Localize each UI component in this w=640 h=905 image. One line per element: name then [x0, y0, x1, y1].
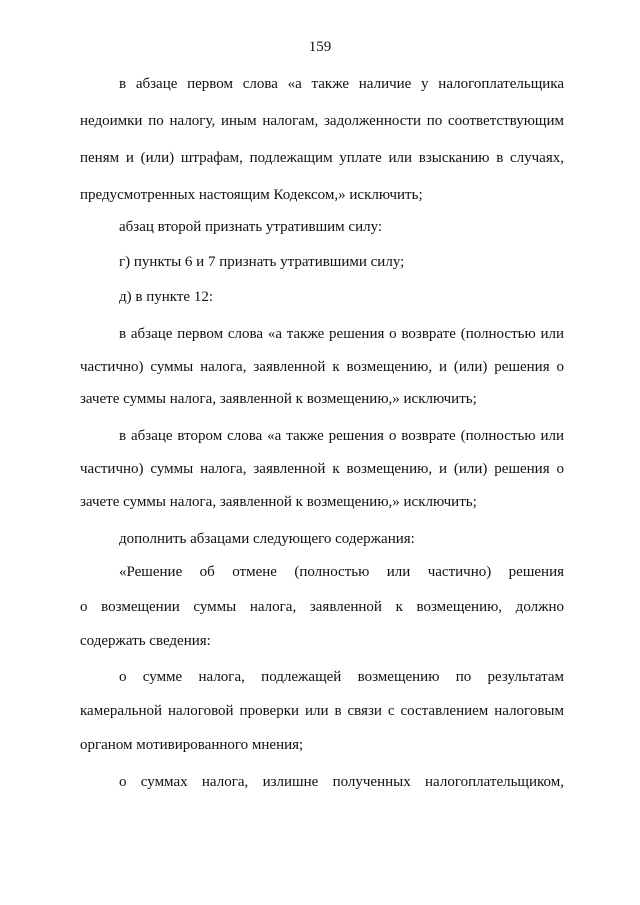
- text-line: в абзаце первом слова «а также наличие у налогоплательщика: [119, 76, 564, 92]
- text-line: предусмотренных настоящим Кодексом,» исключить;: [80, 187, 423, 203]
- text-line: частично) суммы налога, заявленной к возмещению, и (или) решения о: [80, 359, 564, 375]
- text-line: органом мотивированного мнения;: [80, 737, 304, 753]
- text-line: недоимки по налогу, иным налогам, задолженности по соответствующим: [80, 113, 564, 129]
- text-line: содержать сведения:: [80, 633, 211, 649]
- text-line: о возмещении суммы налога, заявленной к возмещению, должно: [80, 599, 564, 615]
- text-line: зачете суммы налога, заявленной к возмещению,» исключить;: [80, 494, 477, 510]
- text-line: зачете суммы налога, заявленной к возмещению,» исключить;: [80, 391, 477, 407]
- text-line: о суммах налога, излишне полученных налогоплательщиком,: [119, 774, 564, 790]
- text-line: дополнить абзацами следующего содержания:: [119, 531, 415, 547]
- text-line: частично) суммы налога, заявленной к возмещению, и (или) решения о: [80, 461, 564, 477]
- text-line: «Решение об отмене (полностью или частично) решения: [119, 564, 564, 580]
- text-line: д) в пункте 12:: [119, 289, 213, 305]
- page-number: 159: [308, 39, 332, 55]
- text-line: камеральной налоговой проверки или в связи с составлением налоговым: [80, 703, 564, 719]
- text-line: в абзаце первом слова «а также решения о возврате (полностью или: [119, 326, 564, 342]
- text-line: г) пункты 6 и 7 признать утратившими силу;: [119, 254, 405, 270]
- text-line: абзац второй признать утратившим силу:: [119, 219, 383, 235]
- text-line: о сумме налога, подлежащей возмещению по результатам: [119, 669, 564, 685]
- text-line: в абзаце втором слова «а также решения о возврате (полностью или: [119, 428, 564, 444]
- text-line: пеням и (или) штрафам, подлежащим уплате или взысканию в случаях,: [80, 150, 564, 166]
